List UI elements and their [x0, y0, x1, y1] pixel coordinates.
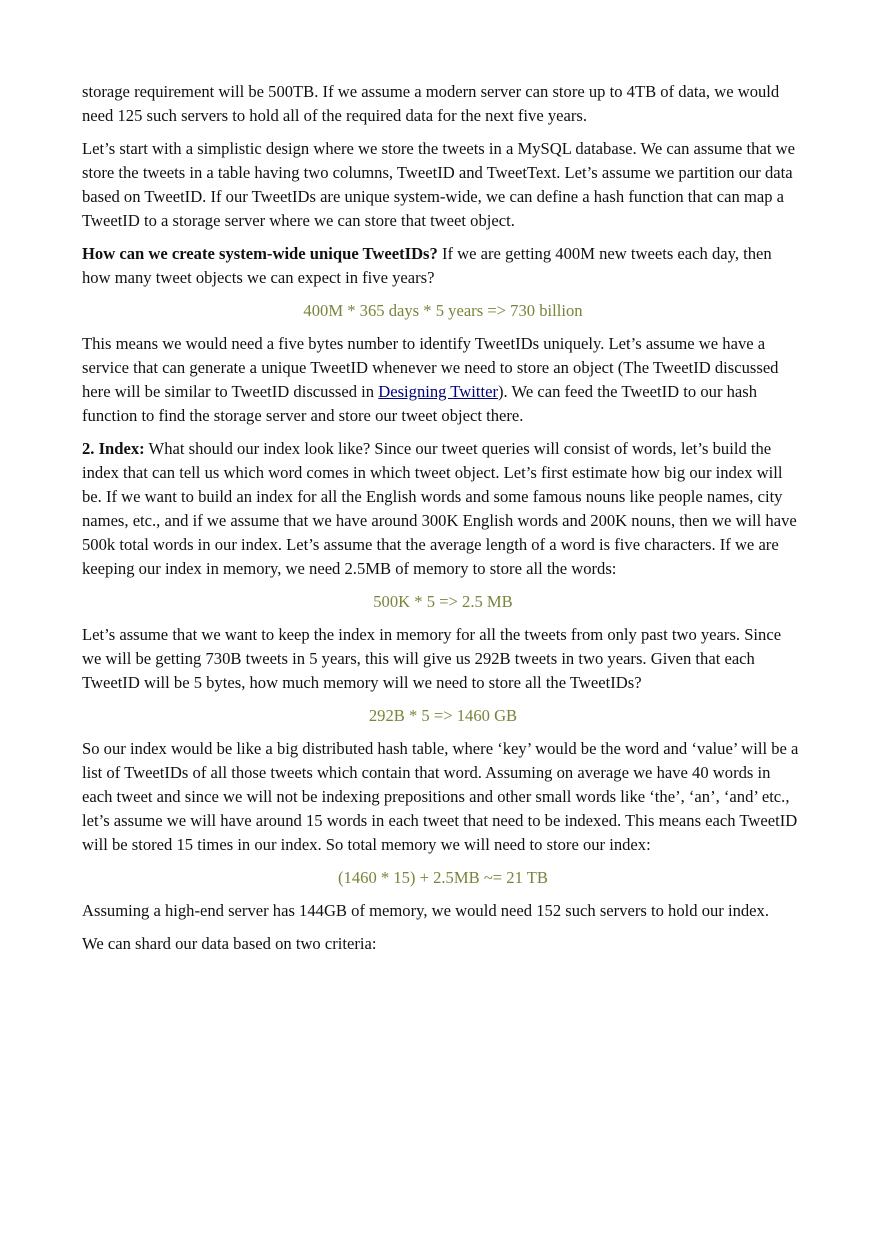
- paragraph-two-years: [82, 623, 804, 695]
- paragraph-text-after-link: ). We can feed the TweetID to our hash function to find the storage server and store our tweet object there.: [82, 382, 758, 425]
- paragraph-simplistic-design: [82, 137, 804, 233]
- paragraph-text: Let’s start with a simplistic design where we store the tweets in a MySQL database. We can assume that we store the tweets in a table having two columns, TweetID and TweetText. Let’s assume we partition our data based on TweetID. If our TweetIDs are unique system-wide, we can define a hash function that can map a TweetID to a storage server where we can store that tweet object.: [82, 139, 795, 230]
- paragraph-hash-table: [82, 737, 804, 857]
- paragraph-storage-requirement: [82, 80, 804, 128]
- paragraph-text: Assuming a high-end server has 144GB of memory, we would need 152 such servers to hold our index.: [82, 901, 769, 920]
- formula-total-index-memory: (1460 * 15) + 2.5MB ~= 21 TB: [338, 868, 548, 887]
- paragraph-unique-tweetids: [82, 242, 804, 290]
- document-page: [82, 80, 804, 965]
- section-heading-unique-tweetids: How can we create system-wide unique TweetIDs?: [82, 244, 438, 263]
- paragraph-five-byte-id: [82, 332, 804, 428]
- section-heading-index: 2. Index:: [82, 439, 145, 458]
- designing-twitter-link[interactable]: Designing Twitter: [378, 382, 498, 401]
- paragraph-index: [82, 437, 804, 581]
- paragraph-servers-needed: [82, 899, 804, 923]
- paragraph-text: We can shard our data based on two criteria:: [82, 934, 377, 953]
- paragraph-text-before-link: This means we would need a five bytes number to identify TweetIDs uniquely. Let’s assume we have a service that can generate a unique TweetID whenever we need to store an object (The TweetID discussed here will be similar to TweetID discussed in: [82, 334, 779, 401]
- paragraph-text: So our index would be like a big distributed hash table, where ‘key’ would be the word and ‘value’ will be a list of TweetIDs of all those tweets which contain that word. Assuming on average we have 40 words in each tweet and since we will not be indexing prepositions and other small words like ‘the’, ‘an’, ‘and’ etc., let’s assume we will have around 15 words in each tweet that need to be indexed. This means each TweetID will be stored 15 times in our index. So total memory we will need to store our index:: [82, 739, 799, 854]
- formula-tweets-five-years: 400M * 365 days * 5 years => 730 billion: [303, 301, 583, 320]
- paragraph-text: storage requirement will be 500TB. If we assume a modern server can store up to 4TB of data, we would need 125 such servers to hold all of the required data for the next five years.: [82, 82, 780, 125]
- formula-tweetids-memory: 292B * 5 => 1460 GB: [368, 706, 518, 725]
- paragraph-text: What should our index look like? Since our tweet queries will consist of words, let’s build the index that can tell us which word comes in which tweet object. Let’s first estimate how big our index will be. If we want to build an index for all the English words and some famous nouns like people names, city names, etc., and if we assume that we have around 300K English words and 200K nouns, then we will have 500k total words in our index. Let’s assume that the average length of a word is five characters. If we are keeping our index in memory, we need 2.5MB of memory to store all the words:: [82, 439, 797, 578]
- formula-words-memory: 500K * 5 => 2.5 MB: [373, 592, 513, 611]
- paragraph-text: Let’s assume that we want to keep the index in memory for all the tweets from only past two years. Since we will be getting 730B tweets in 5 years, this will give us 292B tweets in two years. Given that each TweetID will be 5 bytes, how much memory will we need to store all the TweetIDs?: [82, 625, 782, 692]
- paragraph-text: If we are getting 400M new tweets each day, then how many tweet objects we can expect in five years?: [82, 244, 772, 287]
- paragraph-shard-criteria: [82, 932, 804, 956]
